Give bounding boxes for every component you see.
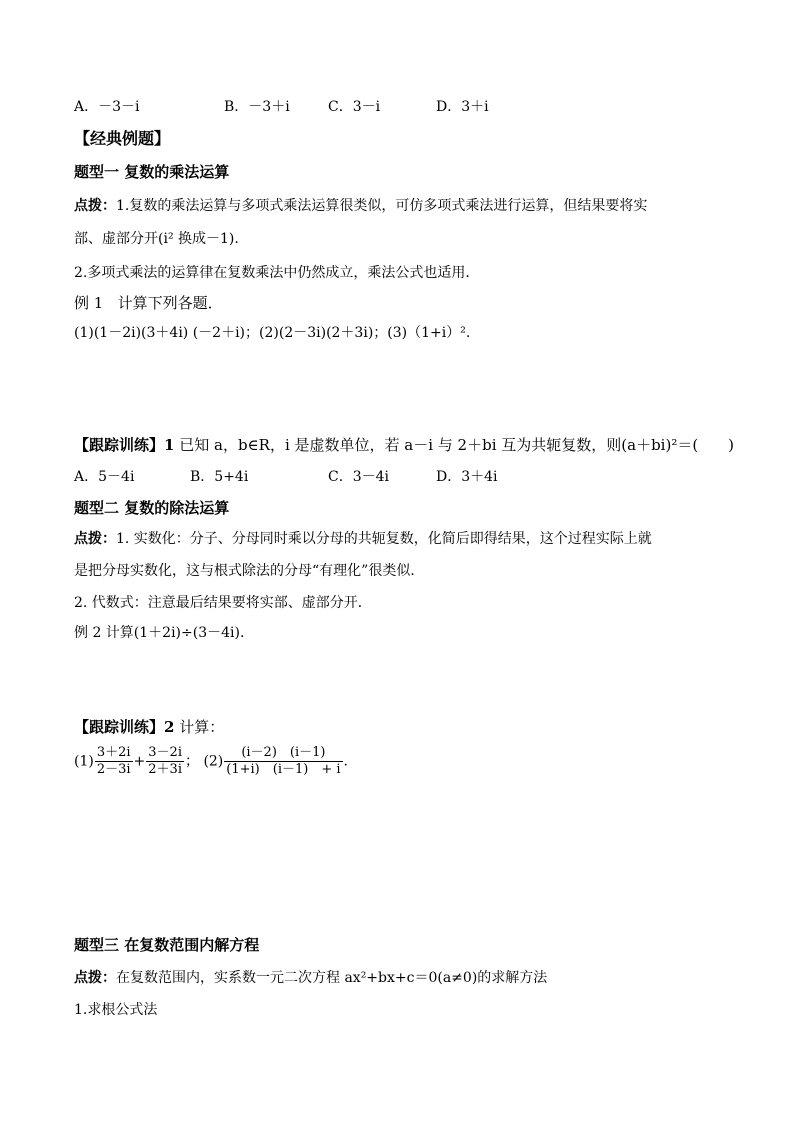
tip-label: 点拨： (74, 970, 116, 986)
expr2-fraction (224, 745, 342, 778)
option-label: D． (436, 469, 462, 485)
follow-text: 计算： (179, 718, 225, 736)
expr1-fraction-2 (146, 745, 184, 778)
fraction-numerator: (i－2) (i－1) (241, 745, 326, 760)
option-value: 3－4i (352, 469, 390, 485)
expr2-prefix: (2) (203, 753, 224, 770)
tip-text: 1.复数的乘法运算与多项式乘法运算很类似，可仿多项式乘法进行运算，但结果要将实 (116, 198, 648, 214)
option-label: C． (328, 469, 353, 485)
example-label: 例 1 (74, 294, 104, 312)
example-text: 计算下列各题． (117, 294, 223, 312)
type3-item1: 1.求根公式法 (74, 1002, 158, 1018)
tip-text: 在复数范围内，实系数一元二次方程 ax²+bx+c＝0(a≠0)的求解方法 (116, 970, 548, 986)
prev-option-a (74, 96, 140, 116)
example1 (74, 292, 223, 313)
expr-separator: ； (184, 753, 199, 770)
follow1-option-d (436, 466, 498, 486)
option-label: C． (328, 99, 353, 115)
follow-text: 已知 a，b∈R，i 是虚数单位，若 a－i 与 2＋bi 互为共轭复数，则(a＋bi)²＝( ) (179, 436, 735, 454)
follow2-expressions (74, 745, 348, 778)
follow1-option-b (190, 466, 248, 486)
fraction-denominator: 2－3i (96, 762, 131, 777)
fraction-denominator: 2＋3i (148, 762, 182, 777)
option-label: A． (74, 99, 99, 115)
tip-label: 点拨： (74, 531, 116, 547)
type1-title: 题型一 复数的乘法运算 (74, 163, 230, 181)
type2-title: 题型二 复数的除法运算 (74, 499, 230, 517)
expr1-prefix: (1) (74, 753, 94, 770)
type3-title: 题型三 在复数范围内解方程 (74, 936, 260, 954)
example2: 例 2 计算(1＋2i)÷(3－4i). (74, 625, 245, 641)
option-label: B． (224, 99, 249, 115)
type2-tip-line1 (74, 528, 652, 548)
follow-label: 【跟踪训练】2 (74, 718, 175, 736)
type2-tip-line2: 是把分母实数化，这与根式除法的分母“有理化”很类似． (74, 563, 425, 579)
option-value: 3＋4i (461, 469, 498, 485)
expr1-fraction-1 (95, 745, 133, 778)
type2-tip2: 2. 代数式：注意最后结果要将实部、虚部分开． (74, 595, 372, 611)
prev-option-c (328, 96, 380, 116)
prev-option-b (224, 96, 290, 116)
option-value: 5－4i (98, 469, 135, 485)
fraction-denominator: (1+i) (i－1) + i (226, 762, 341, 777)
tip-text: 1. 实数化：分子、分母同时乘以分母的共轭复数，化简后即得结果，这个过程实际上就 (116, 531, 652, 547)
option-label: B． (190, 469, 215, 485)
type1-tip-line2: 部、虚部分开(i² 换成－1). (74, 231, 239, 247)
expr2-end: . (343, 753, 348, 770)
type1-tip-line1 (74, 195, 647, 215)
option-value: 3－i (352, 99, 381, 115)
option-label: A． (74, 469, 99, 485)
plus-sign: + (133, 753, 146, 770)
option-label: D． (436, 99, 462, 115)
prev-option-d (436, 96, 489, 116)
follow-label: 【跟踪训练】1 (74, 436, 175, 454)
fraction-numerator: 3＋2i (96, 745, 131, 760)
tip-label: 点拨： (74, 198, 116, 214)
fraction-numerator: 3－2i (148, 745, 182, 760)
type3-tip (74, 967, 547, 987)
section-title: 【经典例题】 (74, 129, 171, 148)
example1-items: (1)(1－2i)(3＋4i) (－2＋i)；(2)(2－3i)(2＋3i)；(3)（1+i）². (74, 325, 471, 341)
follow1-option-a (74, 466, 134, 486)
follow-training-1 (74, 434, 734, 455)
option-value: 5+4i (214, 469, 249, 485)
type1-tip2: 2.多项式乘法的运算律在复数乘法中仍然成立，乘法公式也适用． (74, 265, 480, 281)
option-value: 3＋i (461, 99, 489, 115)
follow-training-2 (74, 716, 224, 737)
follow1-option-c (328, 466, 389, 486)
option-value: －3＋i (248, 99, 290, 115)
option-value: －3－i (98, 99, 140, 115)
